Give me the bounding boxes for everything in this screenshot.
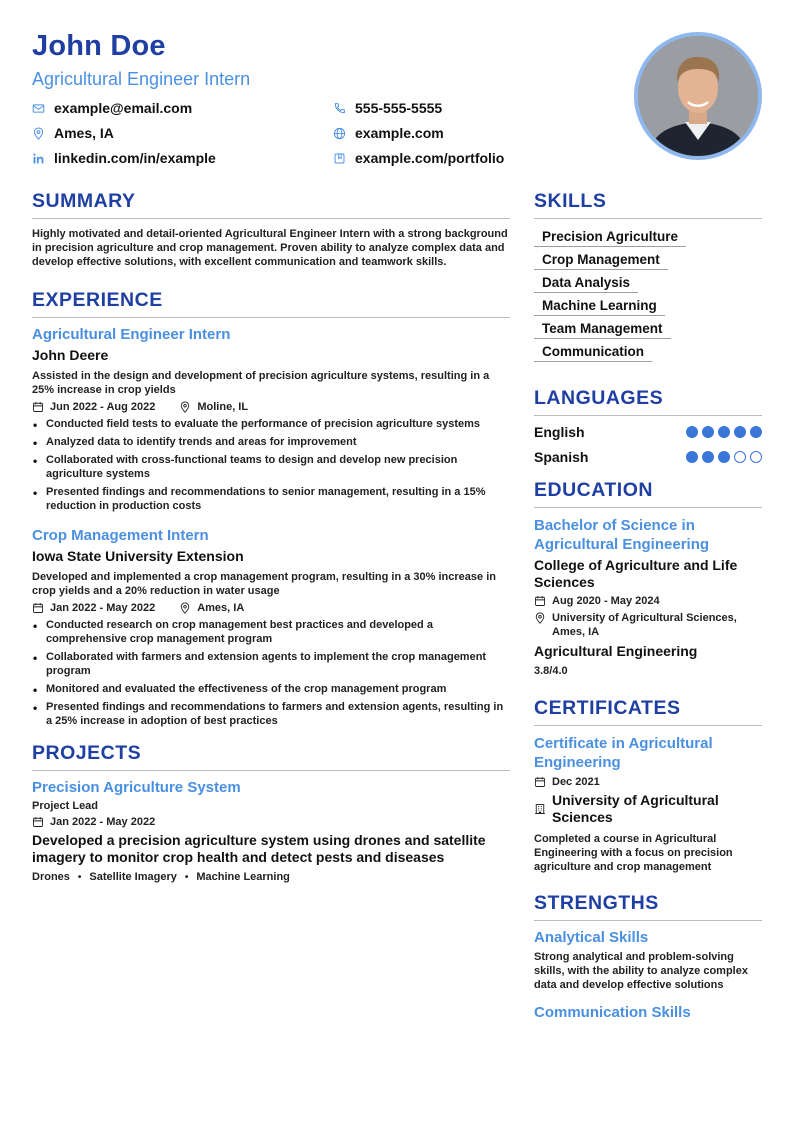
candidate-name: John Doe	[32, 30, 166, 62]
education-dates: Aug 2020 - May 2024	[552, 595, 660, 607]
location-pin-icon	[32, 127, 45, 140]
education-field: Agricultural Engineering	[534, 643, 698, 659]
portfolio-icon	[333, 152, 346, 165]
project-role: Project Lead	[32, 800, 99, 812]
strength-title: Analytical Skills	[534, 929, 649, 946]
summary-heading: SUMMARY	[32, 190, 510, 219]
contact-website-text: example.com	[355, 125, 444, 141]
experience-item	[32, 326, 510, 513]
calendar-icon	[32, 401, 44, 413]
language-level-rating	[682, 451, 762, 463]
profile-photo	[634, 32, 762, 160]
certificate-organization: University of Agricultural Sciences	[552, 792, 719, 825]
skill-item: Crop Management	[534, 250, 668, 270]
education-dates-row	[534, 595, 762, 607]
project-tag: Drones	[32, 871, 70, 883]
strength-title: Communication Skills	[534, 1004, 691, 1021]
language-row	[534, 449, 762, 465]
rating-dot-filled	[686, 451, 698, 463]
job-bullet: • Collaborated with cross-functional teams to design and develop new precision agriculture systems	[32, 453, 510, 481]
location-pin-icon	[179, 602, 191, 614]
job-title: Agricultural Engineer Intern	[32, 326, 231, 343]
certificate-item	[534, 734, 762, 874]
job-bullet: • Presented findings and recommendations to senior management, resulting in a 15% reduction in production costs	[32, 485, 510, 513]
mail-icon	[32, 102, 45, 115]
job-bullets	[32, 417, 510, 513]
project-tags	[32, 871, 510, 883]
calendar-icon	[534, 595, 546, 607]
projects-heading: PROJECTS	[32, 742, 510, 771]
experience-item	[32, 527, 510, 728]
rating-dot-filled	[734, 426, 746, 438]
skill-item: Data Analysis	[534, 273, 638, 293]
location-pin-icon	[179, 401, 191, 413]
job-description: Developed and implemented a crop management program, resulting in a 30% increase in crop yields and a 20% reduction in water usage	[32, 571, 496, 597]
education-location: University of Agricultural Sciences, Ames, IA	[552, 612, 737, 638]
education-location-row	[534, 611, 762, 639]
project-dates: Jan 2022 - May 2022	[50, 816, 156, 828]
job-dates: Jun 2022 - Aug 2022	[50, 401, 156, 413]
contact-phone-text: 555-555-5555	[355, 100, 443, 116]
job-bullets	[32, 618, 510, 728]
education-heading: EDUCATION	[534, 479, 762, 508]
rating-dot-filled	[702, 451, 714, 463]
skill-item: Communication	[534, 342, 652, 362]
certificates-heading: CERTIFICATES	[534, 697, 762, 726]
job-meta	[32, 401, 510, 413]
certificate-org-row	[534, 792, 762, 826]
rating-dot-filled	[718, 426, 730, 438]
right-column	[534, 190, 762, 1025]
job-company: Iowa State University Extension	[32, 548, 244, 564]
rating-dot-filled	[686, 426, 698, 438]
job-bullet: • Conducted research on crop management best practices and developed a comprehensive crop management program	[32, 618, 510, 646]
calendar-icon	[32, 816, 44, 828]
job-location: Moline, IL	[197, 401, 249, 413]
certificate-description: Completed a course in Agricultural Engineering with a focus on precision agriculture and crop management	[534, 833, 733, 873]
contact-phone[interactable]	[333, 100, 442, 116]
location-pin-icon	[534, 612, 546, 624]
job-dates: Jan 2022 - May 2022	[50, 602, 156, 614]
contact-location	[32, 125, 114, 141]
education-school: College of Agriculture and Life Sciences	[534, 557, 738, 590]
summary-text: Highly motivated and detail-oriented Agricultural Engineer Intern with a strong background in precision agriculture and crop management. Proven ability to analyze complex data and develop effective solutions, with excellent communication and teamwork skills.	[32, 228, 508, 268]
job-location: Ames, IA	[197, 602, 245, 614]
project-description: Developed a precision agriculture system using drones and satellite imagery to monitor crop health and detect pests and diseases	[32, 832, 486, 865]
job-bullet: • Presented findings and recommendations to farmers and extension agents, resulting in a 25% increase in adoption of best practices	[32, 700, 510, 728]
languages-heading: LANGUAGES	[534, 387, 762, 416]
candidate-title: Agricultural Engineer Intern	[32, 69, 251, 89]
project-title: Precision Agriculture System	[32, 779, 241, 796]
certificate-date: Dec 2021	[552, 776, 600, 788]
person-avatar-icon	[638, 36, 758, 156]
phone-icon	[333, 102, 346, 115]
building-icon	[534, 803, 546, 815]
project-tag: Satellite Imagery	[89, 871, 177, 883]
strength-description: Strong analytical and problem-solving skills, with the ability to analyze complex data and develop effective solutions	[534, 951, 748, 991]
linkedin-icon	[32, 152, 45, 165]
globe-icon	[333, 127, 346, 140]
contact-linkedin-text: linkedin.com/in/example	[54, 150, 216, 166]
project-meta	[32, 816, 510, 828]
job-bullet: • Conducted field tests to evaluate the performance of precision agriculture systems	[32, 417, 510, 431]
skill-item: Team Management	[534, 319, 671, 339]
rating-dot-empty	[734, 451, 746, 463]
skill-item: Precision Agriculture	[534, 227, 686, 247]
skills-list	[534, 227, 762, 365]
job-company: John Deere	[32, 347, 109, 363]
education-degree: Bachelor of Science in Agricultural Engineering	[534, 517, 710, 553]
strength-item	[534, 1004, 762, 1021]
job-title: Crop Management Intern	[32, 527, 209, 544]
tag-separator: •	[77, 871, 82, 883]
certificate-title: Certificate in Agricultural Engineering	[534, 735, 713, 771]
job-description: Assisted in the design and development of precision agriculture systems, resulting in a 25% increase in crop yields	[32, 370, 490, 396]
language-level-rating	[682, 426, 762, 438]
experience-heading: EXPERIENCE	[32, 289, 510, 318]
contact-linkedin[interactable]	[32, 150, 216, 166]
strength-item	[534, 929, 762, 992]
rating-dot-filled	[702, 426, 714, 438]
job-meta	[32, 602, 510, 614]
project-tag: Machine Learning	[196, 871, 290, 883]
left-column	[32, 190, 510, 883]
rating-dot-empty	[750, 451, 762, 463]
job-bullet: • Analyzed data to identify trends and areas for improvement	[32, 435, 510, 449]
education-item	[534, 516, 762, 677]
contact-email-text: example@email.com	[54, 100, 193, 116]
rating-dot-filled	[750, 426, 762, 438]
tag-separator: •	[184, 871, 189, 883]
education-gpa: 3.8/4.0	[534, 665, 568, 677]
certificate-date-row	[534, 776, 762, 788]
contact-email[interactable]	[32, 100, 192, 116]
skill-item: Machine Learning	[534, 296, 665, 316]
languages-list	[534, 424, 762, 465]
strengths-heading: STRENGTHS	[534, 892, 762, 921]
rating-dot-filled	[718, 451, 730, 463]
job-bullet: • Collaborated with farmers and extension agents to implement the crop management program	[32, 650, 510, 678]
language-name: English	[534, 424, 585, 440]
contact-portfolio[interactable]	[333, 150, 504, 166]
contact-website[interactable]	[333, 125, 444, 141]
project-item	[32, 779, 510, 883]
contact-portfolio-text: example.com/portfolio	[355, 150, 505, 166]
skills-heading: SKILLS	[534, 190, 762, 219]
contact-location-text: Ames, IA	[54, 125, 114, 141]
calendar-icon	[534, 776, 546, 788]
calendar-icon	[32, 602, 44, 614]
language-row	[534, 424, 762, 440]
job-bullet: • Monitored and evaluated the effectiveness of the crop management program	[32, 682, 510, 696]
language-name: Spanish	[534, 449, 589, 465]
